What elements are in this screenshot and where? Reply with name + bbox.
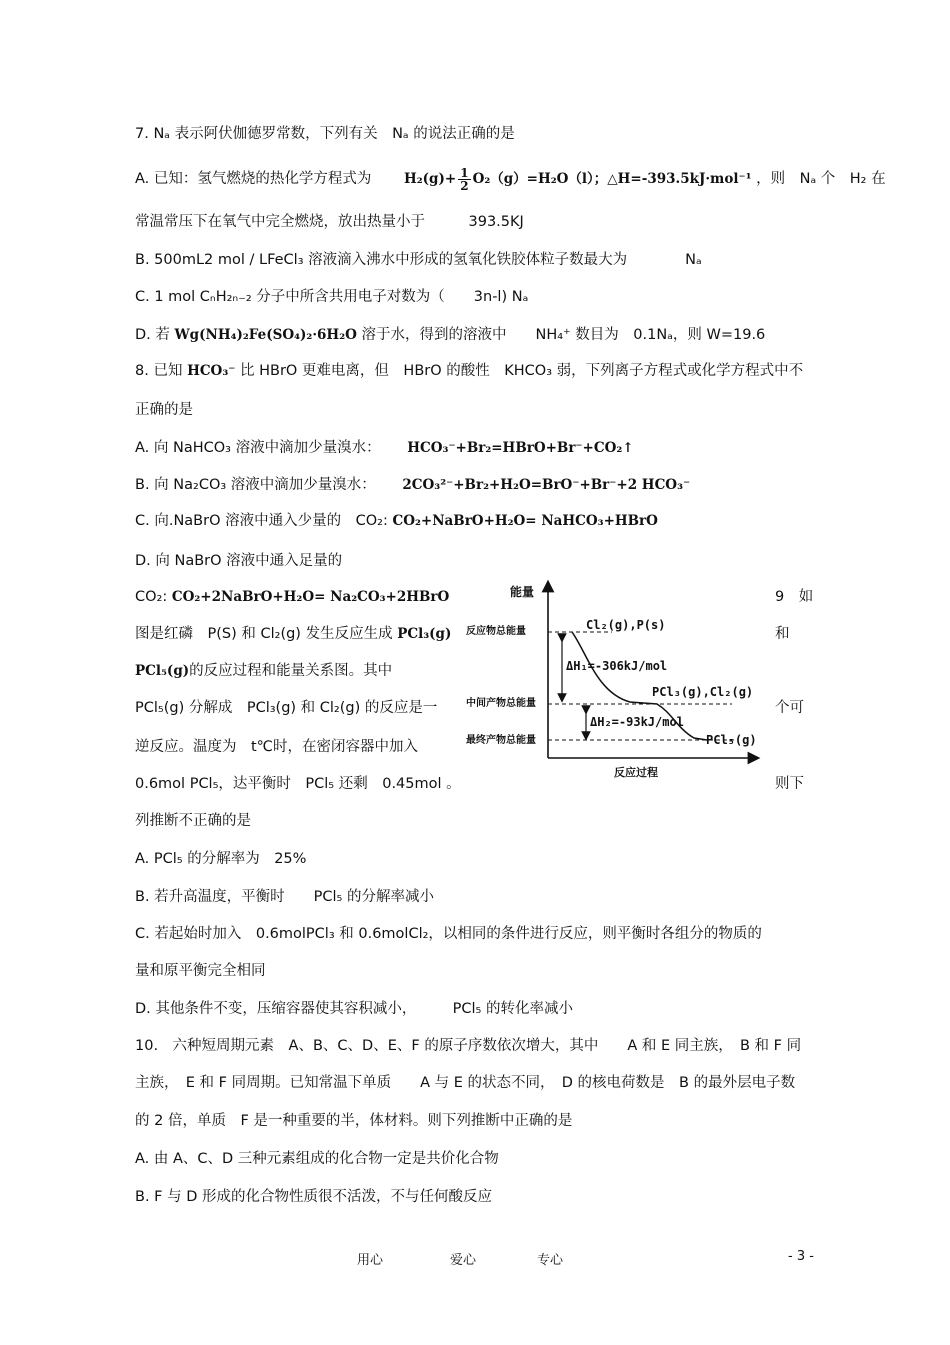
q9-line3 (135, 661, 392, 681)
q9-option-c-line2: 量和原平衡完全相同 (135, 963, 266, 979)
q7-option-d (135, 325, 765, 345)
q8-stem-suffix: 比 HBrO 更难电离，但 HBrO 的酸性 KHCO₃ 弱，下列离子方程式或化学方程式中不 (239, 363, 804, 379)
q8-stem-prefix: 8. 已知 (135, 363, 183, 379)
q8-b-text: B. 向 Na₂CO₃ 溶液中滴加少量溴水： (135, 477, 376, 493)
q10-line2: 主族， E 和 F 同周期。已知常温下单质 A 与 E 的状态不同， D 的核电荷数是 B 的最外层电子数 (135, 1075, 796, 1091)
q8-option-c (135, 511, 658, 531)
q9-line4-right: 个可 (775, 700, 804, 716)
q8-c-text: C. 向.NaBrO 溶液中通入少量的 CO₂: (135, 513, 388, 529)
intermediate-energy-label: 中间产物总能量 (466, 698, 536, 709)
q8-option-b (135, 475, 690, 495)
q10-line3: 的 2 倍，单质 F 是一种重要的半，体材料。则下列推断中正确的是 (135, 1113, 573, 1129)
q9-line5: 逆反应。温度为 t℃时，在密闭容器中加入 (135, 739, 418, 755)
q8-a-text: A. 向 NaHCO₃ 溶液中滴加少量溴水： (135, 440, 381, 456)
reactant-energy-label: 反应物总能量 (466, 626, 526, 637)
eq-right: O₂（g）=H₂O（l）；△H=-393.5kJ·mol⁻¹ (472, 171, 752, 187)
q9-option-d: D. 其他条件不变，压缩容器使其容积减小， PCl₅ 的转化率减小 (135, 1001, 573, 1017)
q9-option-b: B. 若升高温度，平衡时 PCl₅ 的分解率减小 (135, 889, 434, 905)
q7-d-suffix: 溶于水，得到的溶液中 NH₄⁺ 数目为 0.1Nₐ，则 W=19.6 (361, 327, 766, 343)
q9-line2 (135, 624, 451, 644)
q7-d-prefix: D. 若 (135, 327, 170, 343)
q9-line6: 0.6mol PCl₅，达平衡时 PCl₅ 还剩 0.45mol 。 (135, 776, 461, 792)
dh1-label: ΔH₁=-306kJ/mol (566, 659, 668, 673)
x-axis-label: 反应过程 (614, 766, 658, 779)
q8-d-text: CO₂: (135, 589, 168, 605)
q9-number: 9 如 (775, 589, 814, 605)
q7-d-formula: Wg(NH₄)₂Fe(SO₄)₂·6H₂O (174, 327, 357, 343)
q8-option-d-line1: D. 向 NaBrO 溶液中通入足量的 (135, 553, 343, 569)
q8-stem-line2: 正确的是 (135, 402, 193, 418)
q7-option-c: C. 1 mol CₙH₂ₙ₋₂ 分子中所含共用电子对数为（ 3n-l) Nₐ (135, 289, 529, 305)
q9-line2-right: 和 (775, 626, 790, 642)
q7-a-equation (404, 166, 752, 193)
q10-option-b: B. F 与 D 形成的化合物性质很不活泼，不与任何酸反应 (135, 1189, 492, 1205)
footer-word-1: 用心 (357, 1253, 384, 1268)
eq-left: H₂(g)+ (404, 171, 457, 187)
half-fraction (458, 167, 470, 192)
q7-stem: 7. Nₐ 表示阿伏伽德罗常数，下列有关 Nₐ 的说法正确的是 (135, 126, 515, 142)
q9-line7: 列推断不正确的是 (135, 813, 251, 829)
q8-b-equation: 2CO₃²⁻+Br₂+H₂O=BrO⁻+Br⁻+2 HCO₃⁻ (402, 477, 691, 493)
q9-option-a: A. PCl₅ 的分解率为 25% (135, 851, 307, 867)
product-species: PCl₅(g) (706, 733, 757, 747)
fraction-denominator: 2 (460, 179, 469, 193)
fraction-numerator: 1 (460, 166, 469, 180)
q9-l3-formula: PCl₅(g) (135, 663, 190, 679)
q8-option-d-line2 (135, 587, 449, 607)
q8-c-equation: CO₂+NaBrO+H₂O= NaHCO₃+HBrO (392, 513, 658, 529)
q10-line1: 10. 六种短周期元素 A、B、C、D、E、F 的原子序数依次增大，其中 A 和 E 同主族， B 和 F 同 (135, 1038, 802, 1054)
q9-line6-right: 则下 (775, 776, 804, 792)
q7-option-b: B. 500mL2 mol / LFeCl₃ 溶液滴入沸水中形成的氢氧化铁胶体粒子数最大为 Nₐ (135, 252, 702, 268)
footer-word-3: 专心 (537, 1253, 564, 1268)
energy-diagram (462, 578, 762, 790)
q8-stem (135, 361, 803, 381)
q7-a-line2: 常温常压下在氧气中完全燃烧，放出热量小于 393.5KJ (135, 214, 524, 230)
q7-a-prefix: A. 已知：氢气燃烧的热化学方程式为 (135, 171, 372, 187)
footer-word-2: 爱心 (450, 1253, 477, 1268)
reactant-species: Cl₂(g),P(s) (586, 618, 666, 632)
y-axis-label: 能量 (510, 585, 535, 599)
q9-l3-text: 的反应过程和能量关系图。其中 (189, 663, 393, 679)
q8-option-a (135, 438, 634, 458)
product-energy-label: 最终产物总能量 (466, 735, 536, 746)
q7-a-suffix: ，则 Nₐ 个 H₂ 在 (756, 171, 886, 187)
page-number: - 3 - (788, 1249, 814, 1264)
q9-l2-text: 图是红磷 P(S) 和 Cl₂(g) 发生反应生成 (135, 626, 393, 642)
q8-stem-formula: HCO₃⁻ (187, 363, 236, 379)
q9-l2-formula: PCl₃(g) (397, 626, 452, 642)
dh2-label: ΔH₂=-93kJ/mol (590, 715, 684, 729)
q8-a-equation: HCO₃⁻+Br₂=HBrO+Br⁻+CO₂↑ (407, 440, 634, 456)
q10-option-a: A. 由 A、C、D 三种元素组成的化合物一定是共价化合物 (135, 1151, 499, 1167)
q8-d-equation: CO₂+2NaBrO+H₂O= Na₂CO₃+2HBrO (171, 589, 450, 605)
q9-line4: PCl₅(g) 分解成 PCl₃(g) 和 Cl₂(g) 的反应是一 (135, 700, 438, 716)
intermediate-species: PCl₃(g),Cl₂(g) (652, 685, 754, 699)
q9-option-c-line1: C. 若起始时加入 0.6molPCl₃ 和 0.6molCl₂，以相同的条件进行反应，则平衡时各组分的物质的 (135, 926, 762, 942)
q7-option-a (135, 167, 886, 192)
